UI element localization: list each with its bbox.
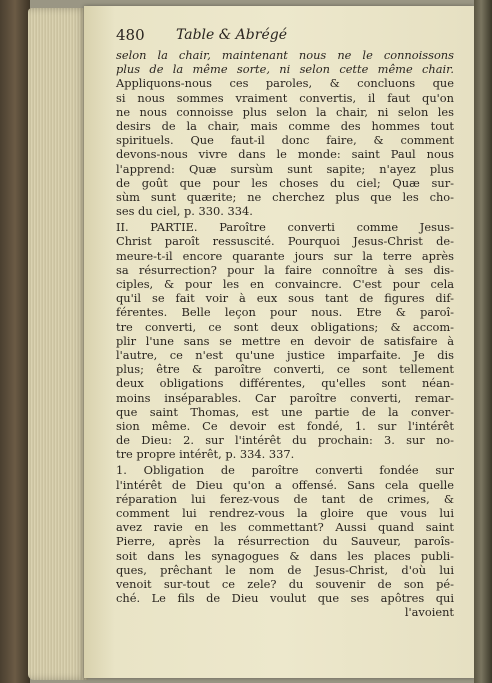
text-line: moins inséparables. Car paroître converti, remar- [116, 390, 454, 405]
text-line: que saint Thomas, est une partie de la conver- [116, 404, 454, 419]
text-line: ques, prêchant le nom de Jesus-Christ, d'où lui [116, 562, 454, 577]
text-line: qu'il se fait voir à eux sous tant de figures dif- [116, 291, 454, 306]
text-line: comment lui rendrez-vous la gloire que vous lui [116, 506, 454, 520]
text-line: plir l'une sans se mettre en devoir de satisfaire à [116, 333, 454, 348]
text-line: ché. Le fils de Dieu voulut que ses apôtres qui [116, 591, 454, 606]
text-line: si nous sommes vraiment convertis, il faut qu'on [116, 90, 454, 105]
text-line: devons-nous vivre dans le monde: saint Paul nous [116, 147, 454, 162]
text-line: férentes. Belle leçon pour nous. Etre & paroî- [116, 305, 454, 320]
page-stack-edges [28, 8, 88, 680]
page-number: 480 [116, 26, 145, 44]
running-head [116, 28, 454, 46]
text-line: spirituels. Que faut-il donc faire, & comment [116, 133, 454, 148]
text-line: venoit sur-tout ce zele? du souvenir de son pé- [116, 576, 454, 591]
text-line: ciples, & pour les en convaincre. C'est pour cela [116, 277, 454, 291]
text-line: Christ paroît ressuscité. Pourquoi Jesus-Christ de- [116, 234, 454, 249]
text-line: 1. Obligation de paroître converti fondée sur [116, 463, 454, 478]
page-text-block [116, 28, 454, 620]
text-line: Appliquons-nous ces paroles, & concluons que [116, 76, 454, 91]
text-line: l'avoient [404, 605, 454, 620]
text-line: meure-t-il encore quarante jours sur la terre après [116, 248, 454, 263]
running-title: Table & Abrégé [176, 27, 287, 43]
text-line: desirs de la chair, mais comme des hommes tout [116, 118, 454, 133]
text-line: réparation lui ferez-vous de tant de crimes, & [116, 491, 454, 506]
text-line: avez ravie en les commettant? Aussi quand saint [116, 520, 454, 535]
text-line: sùm sunt quærite; ne cherchez plus que les cho- [116, 189, 454, 204]
text-line: sa résurrection? pour la faire connoître à ses dis- [116, 262, 454, 277]
text-line: tre propre intérêt, p. 334. 337. [116, 447, 295, 462]
text-line: ses du ciel, p. 330. 334. [116, 204, 253, 219]
text-line: plus; être & paroître converti, ce sont tellement [116, 362, 454, 377]
text-line: ne nous connoisse plus selon la chair, ni selon les [116, 104, 454, 119]
book-cover-edge [0, 0, 30, 683]
text-line: deux obligations différentes, qu'elles sont néan- [116, 376, 454, 391]
text-line: selon la chair, maintenant nous ne le connoissons [116, 48, 454, 62]
text-line: l'autre, ce n'est qu'une justice imparfaite. Je dis [116, 347, 454, 362]
text-line: II. PARTIE. Paroître converti comme Jesus- [116, 220, 454, 235]
text-line: Pierre, après la résurrection du Sauveur, paroîs- [116, 534, 454, 549]
book-gutter-shadow [474, 0, 492, 683]
text-line: sion même. Ce devoir est fondé, 1. sur l'intérêt [116, 418, 454, 433]
text-line: de goût que pour les choses du ciel; Quæ sur- [116, 175, 454, 190]
body-text [116, 48, 454, 620]
text-line: soit dans les synagogues & dans les places publi- [116, 548, 454, 563]
text-line: l'intérêt de Dieu qu'on a offensé. Sans cela quelle [116, 477, 454, 492]
text-line: l'apprend: Quæ sursùm sunt sapite; n'ayez plus [116, 161, 454, 176]
text-line: de Dieu: 2. sur l'intérêt du prochain: 3. sur no- [116, 433, 454, 448]
text-line: tre converti, ce sont deux obligations; & accom- [116, 319, 454, 334]
text-line: plus de la même sorte, ni selon cette même chair. [116, 62, 454, 77]
